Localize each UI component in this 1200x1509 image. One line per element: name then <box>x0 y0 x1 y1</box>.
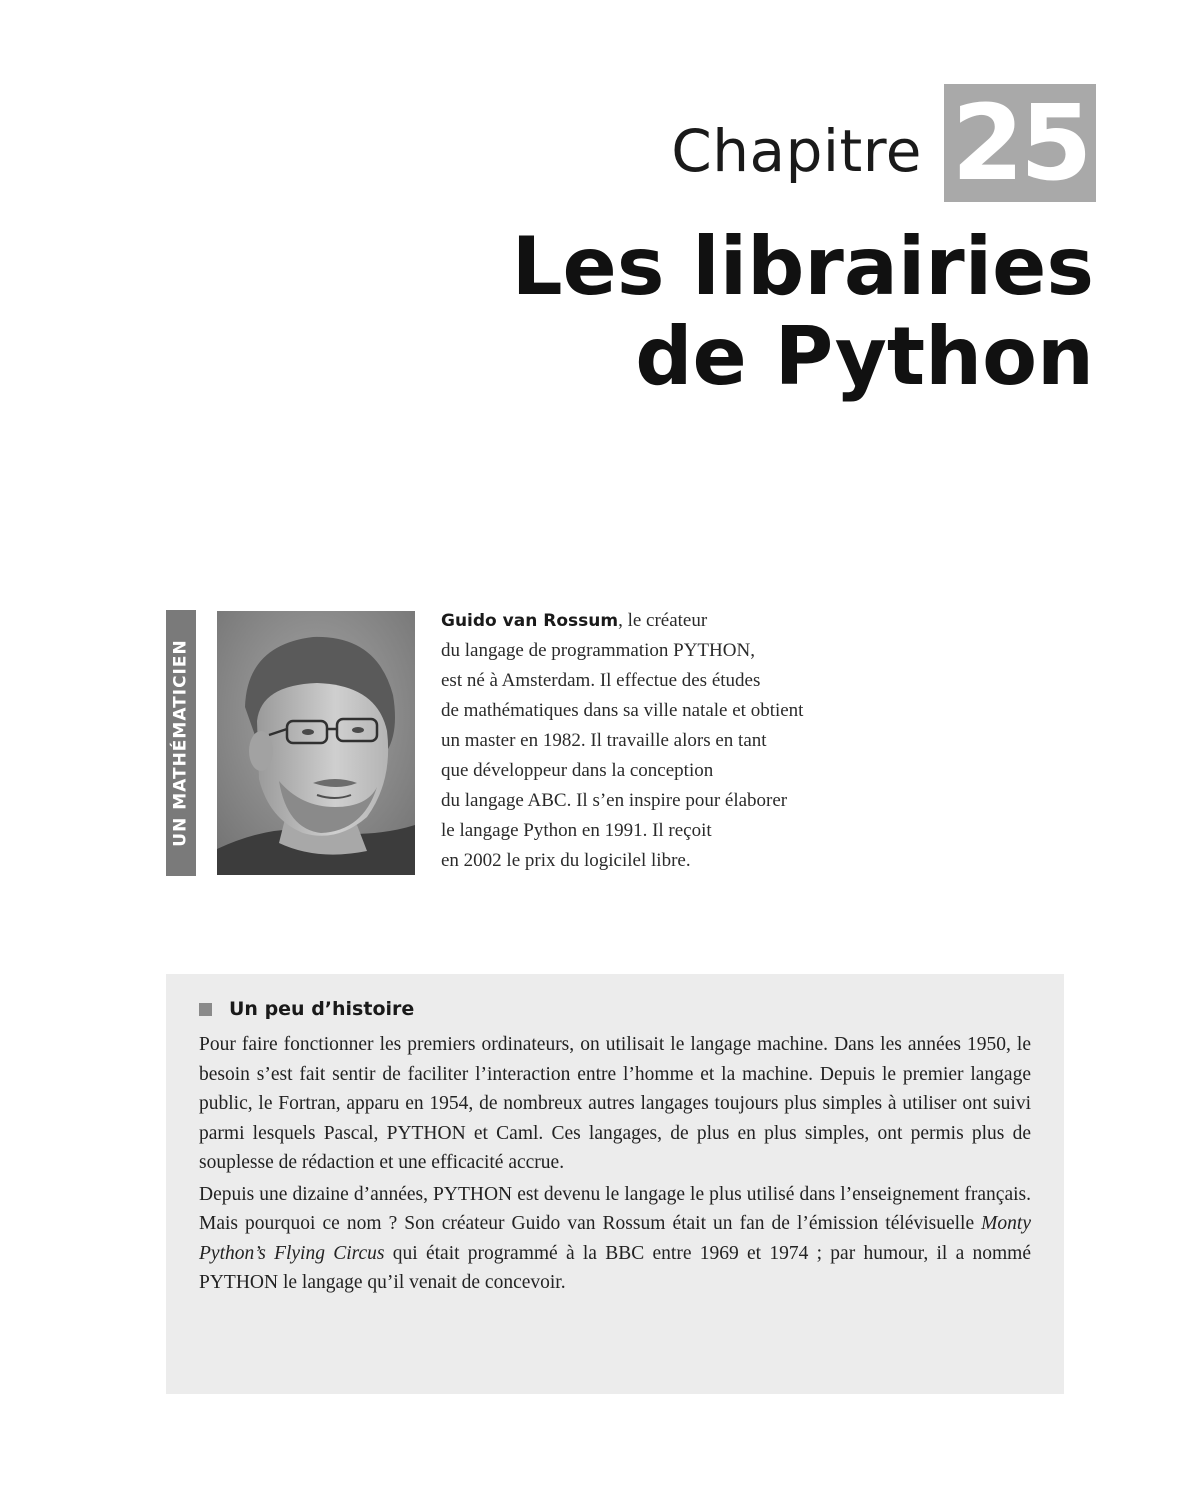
chapter-header <box>671 84 1096 202</box>
chapter-number-box <box>944 84 1096 202</box>
portrait-image <box>217 611 415 875</box>
chapter-title-line-2: de Python <box>635 310 1094 403</box>
bio-line: de mathématiques dans sa ville natale et obtient <box>441 700 804 721</box>
bio-line: du langage ABC. Il s’en inspire pour élaborer <box>441 790 788 811</box>
history-paragraph-2 <box>199 1180 1031 1298</box>
chapter-title-line-1: Les librairies <box>511 220 1094 313</box>
portrait-photo <box>217 611 415 875</box>
square-bullet-icon <box>199 1003 212 1016</box>
bio-line: le langage Python en 1991. Il reçoit <box>441 820 712 841</box>
bio-name: Guido van Rossum <box>441 611 619 631</box>
bio-line: du langage de programmation PYTHON, <box>441 640 755 661</box>
bio-line <box>441 606 941 636</box>
side-label-text: UN MATHÉMATICIEN <box>171 639 191 847</box>
chapter-word: Chapitre <box>671 117 922 185</box>
history-box <box>166 974 1064 1394</box>
mathematician-side-label <box>166 610 196 876</box>
mathematician-bio <box>441 606 941 876</box>
history-paragraph-1: Pour faire fonctionner les premiers ordinateurs, on utilisait le langage machine. Dans les années 1950, le besoin s’est fait sentir de faciliter l’interaction entre l’homme et la machine. Depuis le premier langage public, le Fortran, apparu en 1954, de nombreux autres langages toujours plus simples à utiliser ont suivi parmi lesquels Pascal, PYTHON et Caml. Ces langages, de plus en plus simples, ont permis plus de souplesse de rédaction et une efficacité accrue. <box>199 1034 1031 1173</box>
bio-line: un master en 1982. Il travaille alors en tant <box>441 730 767 751</box>
chapter-number: 25 <box>951 82 1089 204</box>
bio-line: en 2002 le prix du logicilel libre. <box>441 850 691 871</box>
history-paragraph-2-end: qui était programmé à la BBC entre 1969 et 1974 ; par humour, il a nommé PYTHON le langage qu’il venait de concevoir. <box>199 1242 1031 1293</box>
show-title: Monty Python’s Flying Circus <box>199 1213 1031 1264</box>
bio-line: est né à Amsterdam. Il effectue des études <box>441 670 761 691</box>
bio-line-0: , le créateur <box>618 610 708 631</box>
history-title: Un peu d’histoire <box>229 998 415 1020</box>
history-paragraph-2-start: Depuis une dizaine d’années, PYTHON est devenu le langage le plus utilisé dans l’enseignement français. Mais pourquoi ce nom ? Son créateur Guido van Rossum était un fan de l’émission télévisuelle <box>199 1183 1031 1234</box>
history-heading <box>199 998 1031 1020</box>
chapter-title <box>512 222 1094 402</box>
bio-line: que développeur dans la conception <box>441 760 714 781</box>
